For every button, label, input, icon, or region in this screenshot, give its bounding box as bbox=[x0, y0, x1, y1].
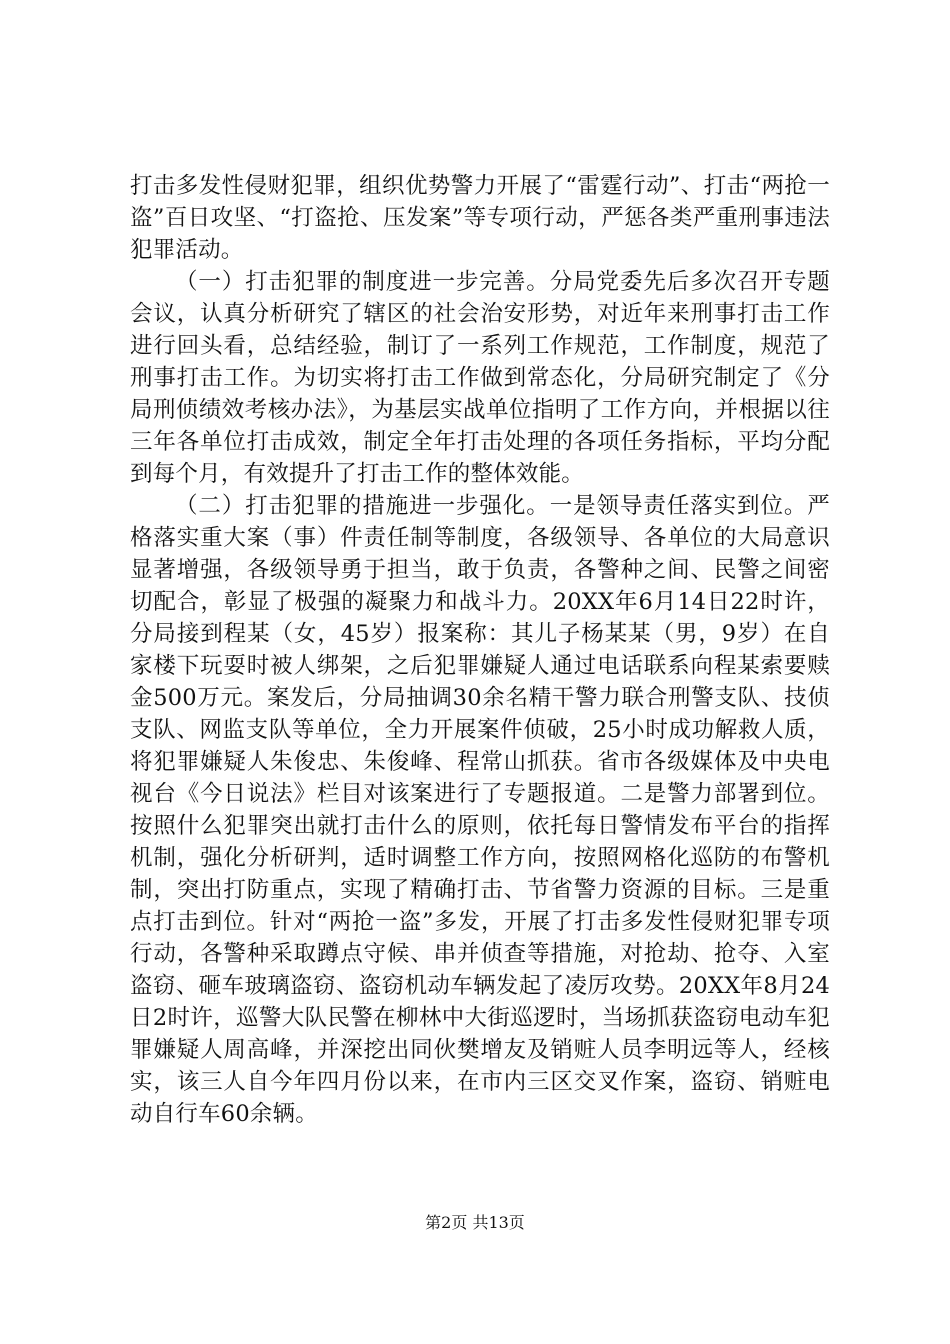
page-number: 第2页 共13页 bbox=[425, 1213, 525, 1232]
document-body bbox=[130, 170, 830, 1130]
page-footer bbox=[0, 1212, 950, 1234]
paragraph-continuation: 打击多发性侵财犯罪，组织优势警力开展了“雷霆行动”、打击“两抢一盗”百日攻坚、“打盗抢、压发案”等专项行动，严惩各类严重刑事违法犯罪活动。 bbox=[130, 173, 830, 263]
paragraph-section-two: （二）打击犯罪的措施进一步强化。一是领导责任落实到位。严格落实重大案（事）件责任制等制度，各级领导、各单位的大局意识显著增强，各级领导勇于担当，敢于负责，各警种之间、民警之间密切配合，彰显了极强的凝聚力和战斗力。20XX年6月14日22时许，分局接到程某（女，45岁）报案称：其儿子杨某某（男，9岁）在自家楼下玩耍时被人绑架，之后犯罪嫌疑人通过电话联系向程某索要赎金500万元。案发后，分局抽调30余名精干警力联合刑警支队、技侦支队、网监支队等单位，全力开展案件侦破，25小时成功解救人质，将犯罪嫌疑人朱俊忠、朱俊峰、程常山抓获。省市各级媒体及中央电视台《今日说法》栏目对该案进行了专题报道。二是警力部署到位。按照什么犯罪突出就打击什么的原则，依托每日警情发布平台的指挥机制，强化分析研判，适时调整工作方向，按照网格化巡防的布警机制，突出打防重点，实现了精确打击、节省警力资源的目标。三是重点打击到位。针对“两抢一盗”多发，开展了打击多发性侵财犯罪专项行动，各警种采取蹲点守候、串并侦查等措施，对抢劫、抢夺、入室盗窃、砸车玻璃盗窃、盗窃机动车辆发起了凌厉攻势。20XX年8月24日2时许，巡警大队民警在柳林中大街巡逻时，当场抓获盗窃电动车犯罪嫌疑人周高峰，并深挖出同伙樊增友及销赃人员李明远等人，经核实，该三人自今年四月份以来，在市内三区交叉作案，盗窃、销赃电动自行车60余辆。 bbox=[130, 493, 830, 1127]
paragraph-section-one: （一）打击犯罪的制度进一步完善。分局党委先后多次召开专题会议，认真分析研究了辖区的社会治安形势，对近年来刑事打击工作进行回头看，总结经验，制订了一系列工作规范，工作制度，规范了刑事打击工作。为切实将打击工作做到常态化，分局研究制定了《分局刑侦绩效考核办法》，为基层实战单位指明了工作方向，并根据以往三年各单位打击成效，制定全年打击处理的各项任务指标，平均分配到每个月，有效提升了打击工作的整体效能。 bbox=[130, 269, 830, 487]
